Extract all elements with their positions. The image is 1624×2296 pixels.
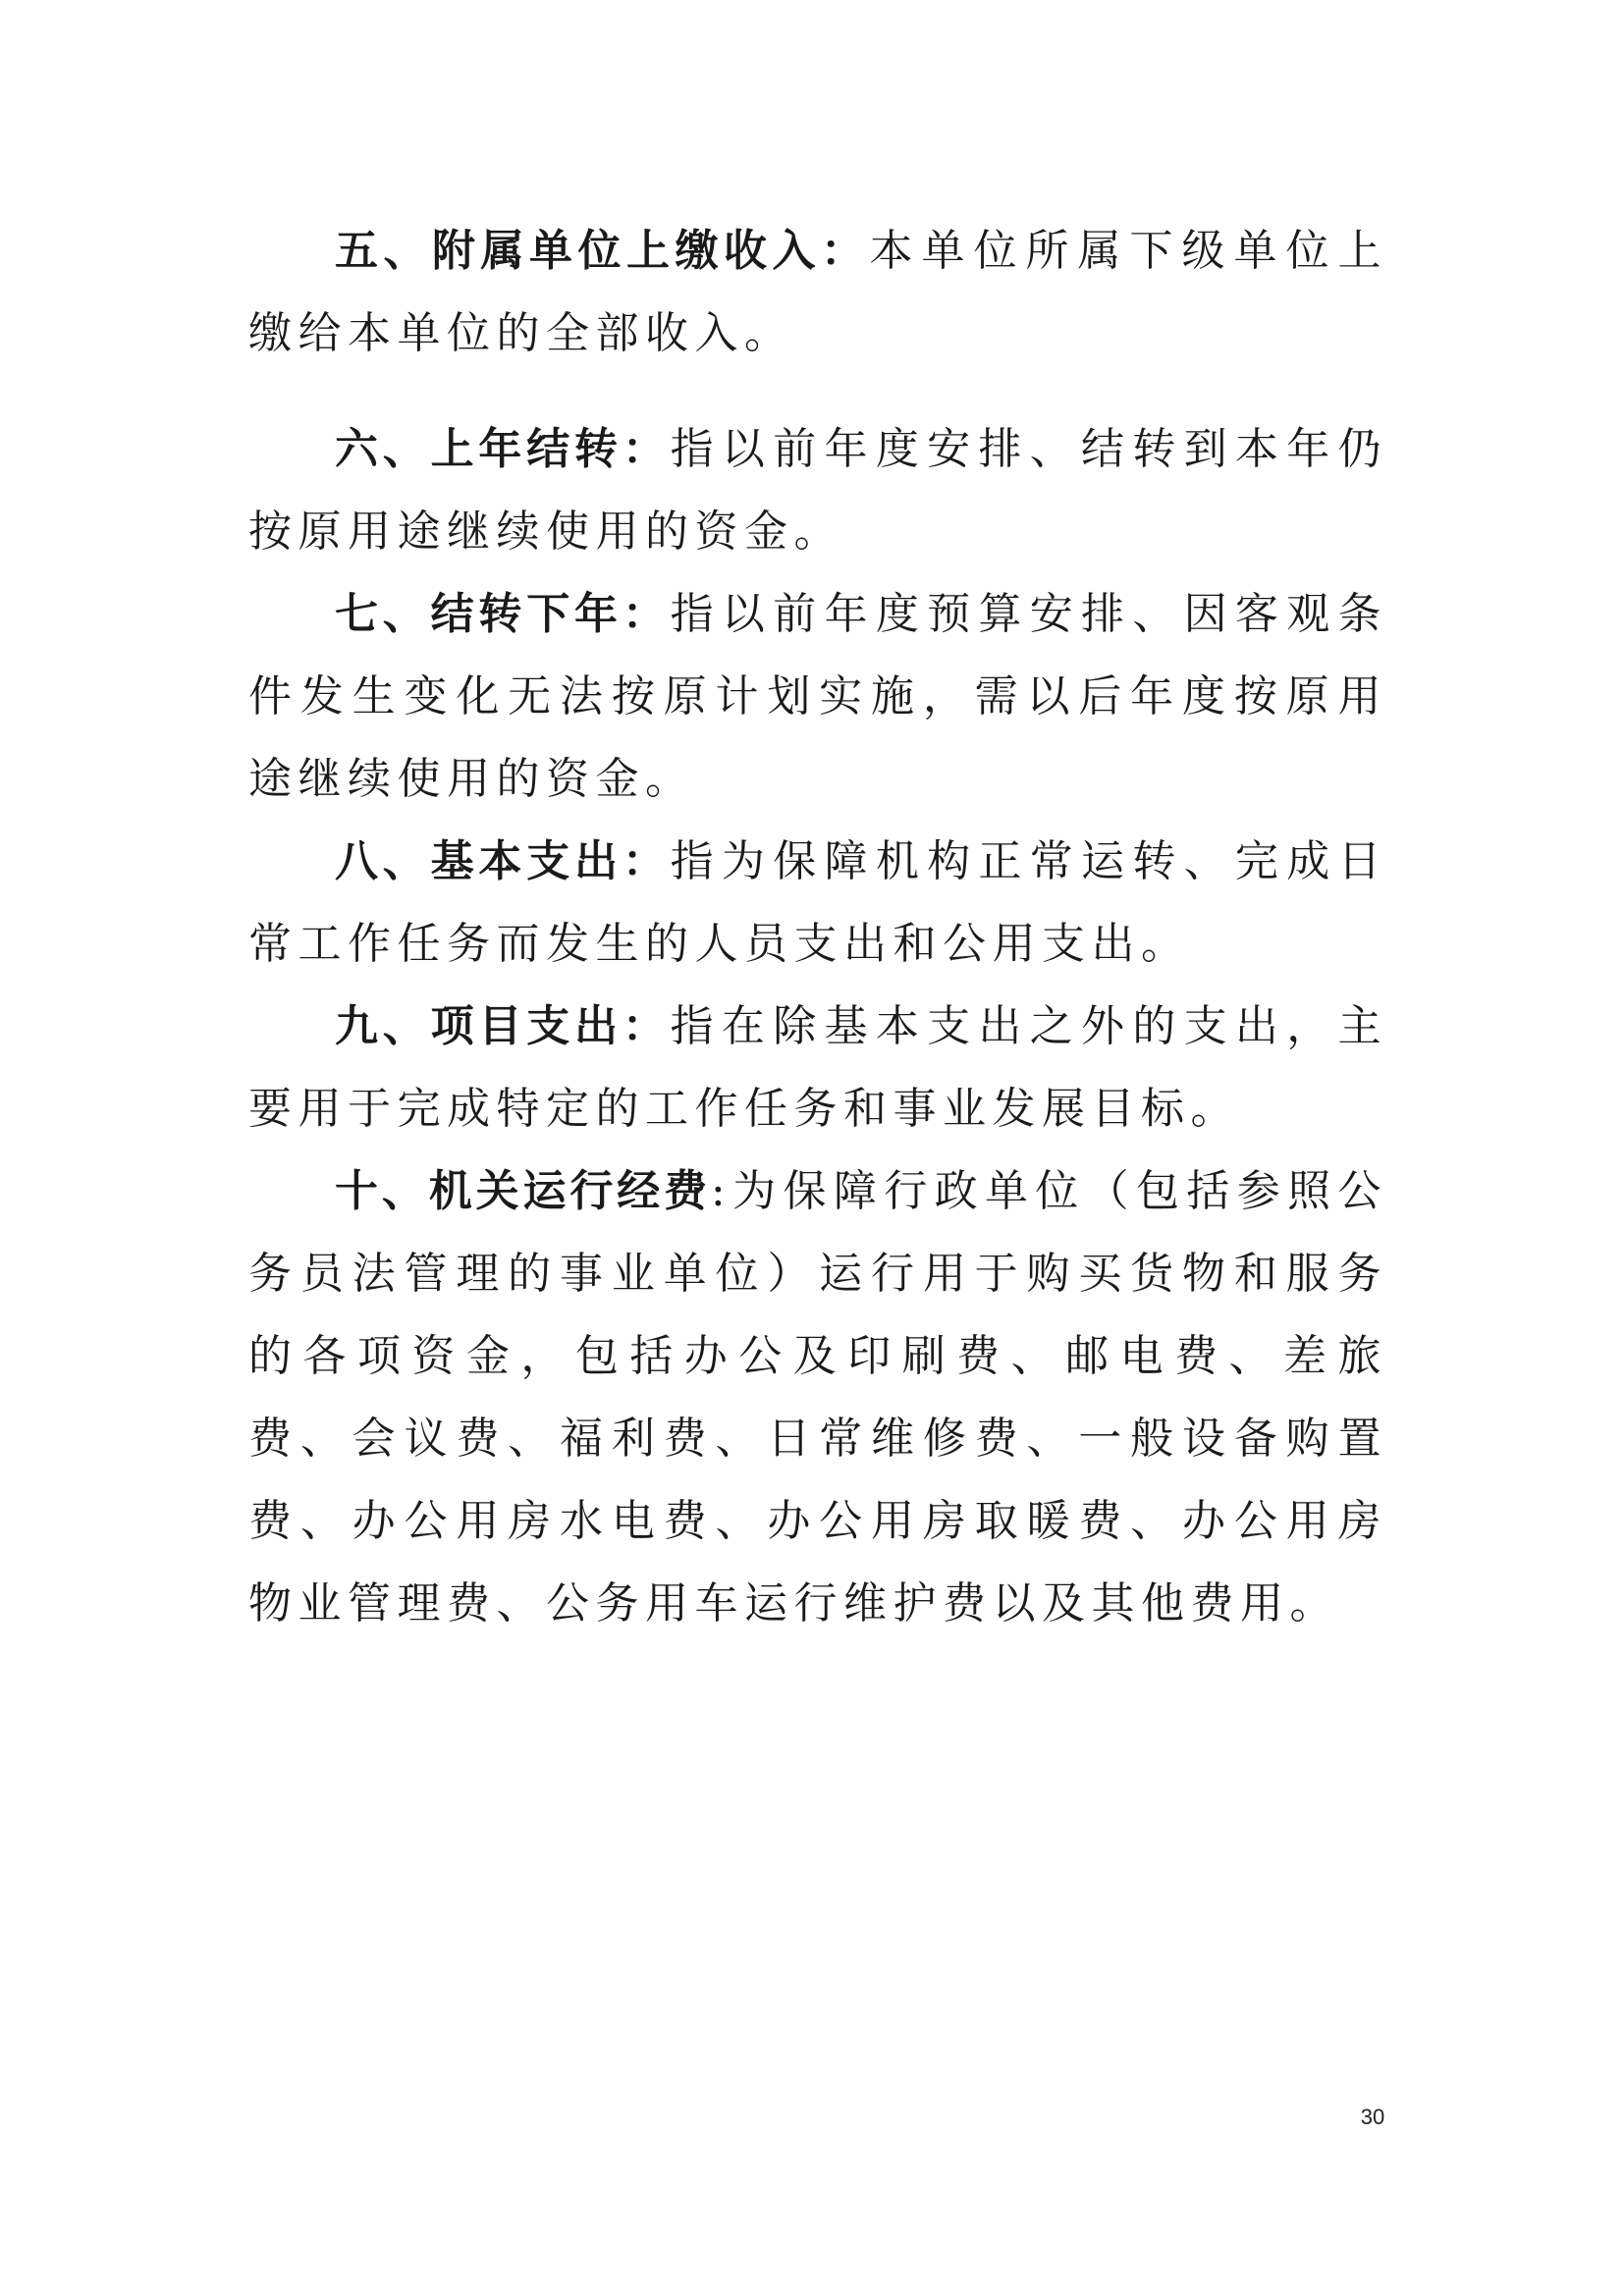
definition-affiliated-unit-income: 本单位所属下级单位上缴给本单位的全部收入。 [248, 226, 1387, 358]
paragraph-agency-operating-expenses [248, 1150, 1387, 1645]
paragraph-project-expenditure [248, 986, 1387, 1150]
definition-project-expenditure: 指在除基本支出之外的支出，主要用于完成特定的工作任务和事业发展目标。 [248, 1001, 1388, 1134]
term-separator: ： [622, 836, 671, 886]
term-separator: ： [821, 226, 870, 276]
definition-carryover-next-year: 指以前年度预算安排、因客观条件发生变化无法按原计划实施，需以后年度按原用途继续使用的资金。 [248, 589, 1388, 804]
paragraph-affiliated-unit-income [248, 210, 1387, 375]
term-affiliated-unit-income: 五、附属单位上缴收入 [335, 226, 821, 276]
paragraph-basic-expenditure [248, 821, 1387, 986]
term-carryover-next-year: 七、结转下年 [335, 589, 623, 639]
term-prior-year-carryover: 六、上年结转 [335, 424, 623, 474]
definition-basic-expenditure: 指为保障机构正常运转、完成日常工作任务而发生的人员支出和公用支出。 [248, 836, 1388, 969]
term-separator: ： [622, 424, 671, 474]
term-project-expenditure: 九、项目支出 [335, 1001, 623, 1051]
paragraph-carryover-next-year [248, 573, 1387, 821]
document-body [248, 210, 1387, 1645]
definition-agency-operating-expenses: 为保障行政单位（包括参照公务员法管理的事业单位）运行用于购买货物和服务的各项资金，包括办公及印刷费、邮电费、差旅费、会议费、福利费、日常维修费、一般设备购置费、办公用房水电费、办公用房取暖费、办公用房物业管理费、公务用车运行维护费以及其他费用。 [248, 1166, 1387, 1629]
definition-prior-year-carryover: 指以前年度安排、结转到本年仍按原用途继续使用的资金。 [248, 424, 1388, 557]
page-number: 30 [1360, 2105, 1385, 2129]
term-agency-operating-expenses: 十、机关运行经费 [335, 1166, 711, 1216]
paragraph-prior-year-carryover [248, 408, 1387, 573]
term-separator: : [710, 1166, 732, 1216]
term-separator: ： [622, 1001, 671, 1051]
term-separator: ： [622, 589, 671, 639]
term-basic-expenditure: 八、基本支出 [335, 836, 623, 886]
